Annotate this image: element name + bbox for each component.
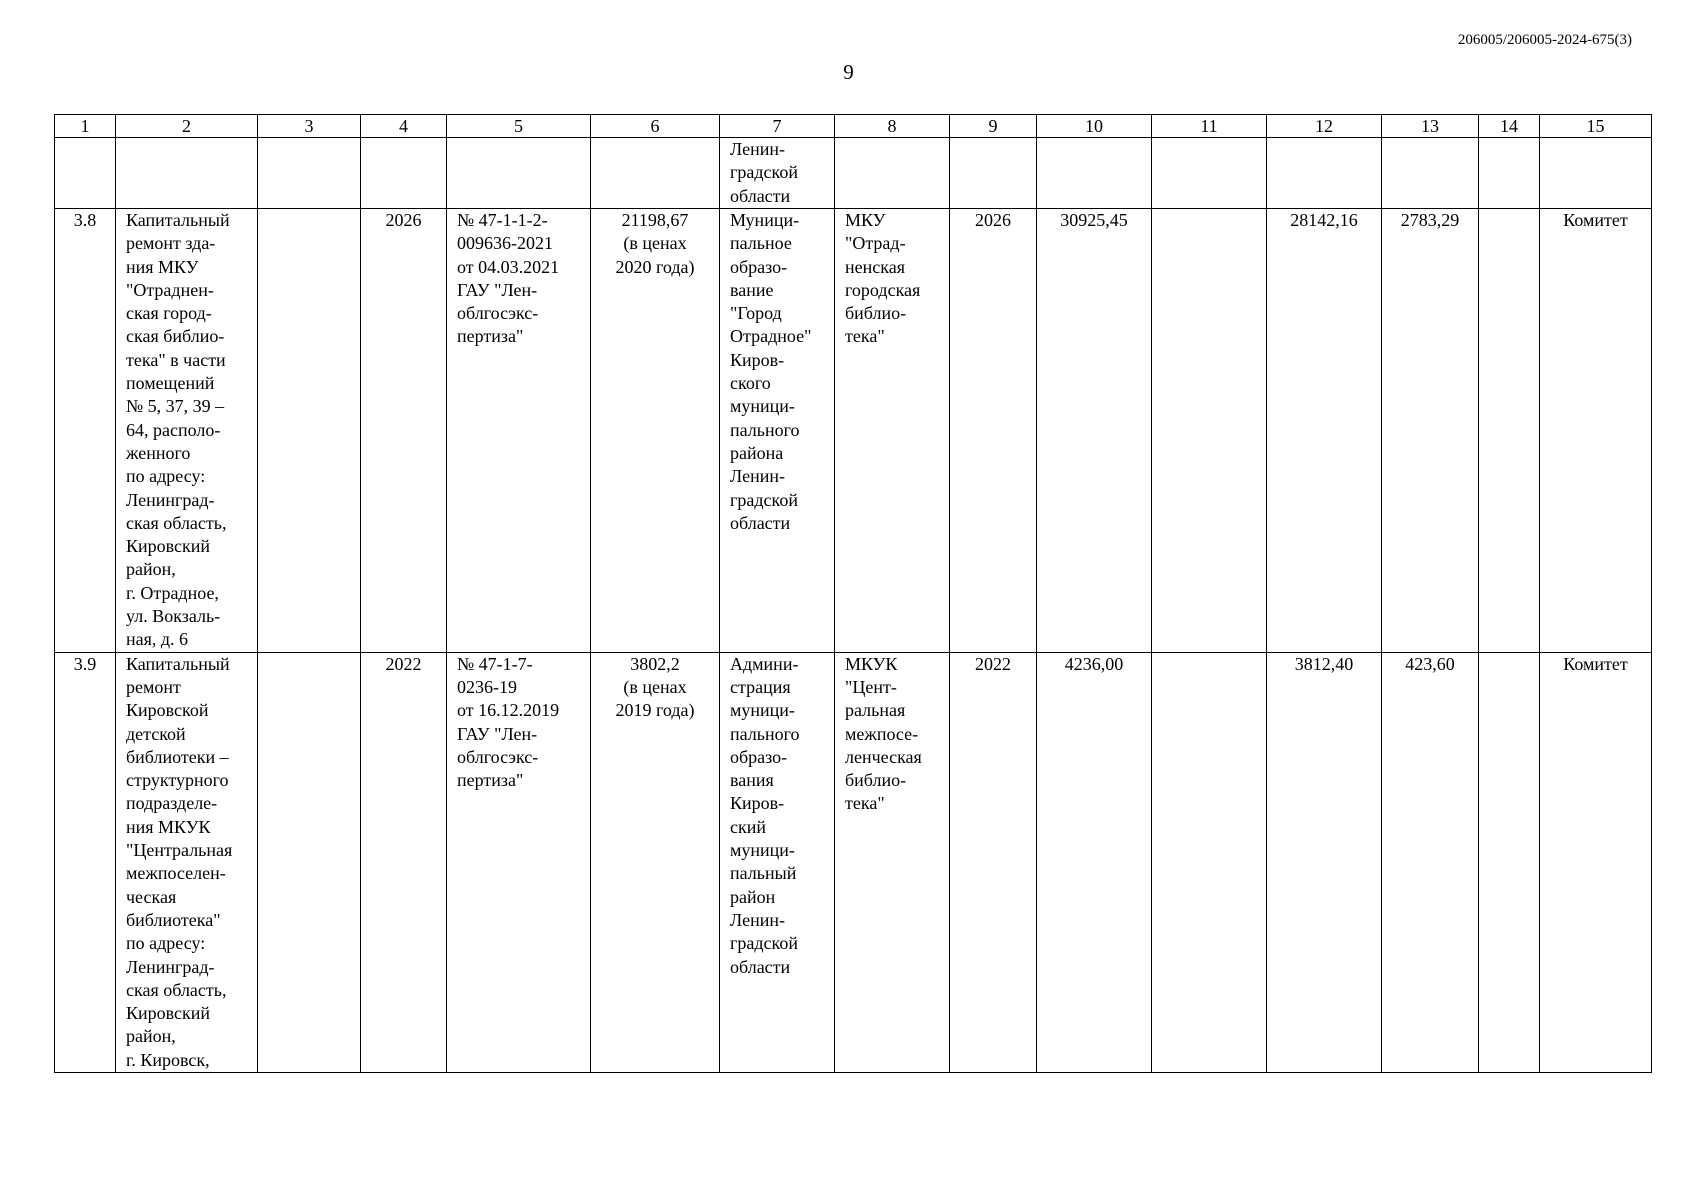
estimated-cost-cell: 3802,2 (в ценах 2019 года) bbox=[591, 652, 720, 1072]
table-cell bbox=[258, 652, 361, 1072]
table-cell bbox=[835, 138, 950, 209]
table-cell bbox=[950, 138, 1037, 209]
recipient-cell: МКУ "Отрад- ненская городская библио- тека" bbox=[835, 209, 950, 653]
year-cell: 2022 bbox=[950, 652, 1037, 1072]
item-number-cell: 3.9 bbox=[55, 652, 116, 1072]
amount-cell: 423,60 bbox=[1382, 652, 1479, 1072]
column-number: 7 bbox=[720, 115, 835, 138]
year-cell: 2026 bbox=[361, 209, 447, 653]
expertise-cell: № 47-1-1-2- 009636-2021 от 04.03.2021 ГАУ "Лен- облгосэкс- пертиза" bbox=[447, 209, 591, 653]
table-cell bbox=[1540, 138, 1652, 209]
year-cell: 2026 bbox=[950, 209, 1037, 653]
table-cell bbox=[1479, 652, 1540, 1072]
object-name-cell: Капитальный ремонт Кировской детской библиотеки – структурного подразделе- ния МКУК "Центральная межпоселен- ческая библиотека" по адресу: Ленинград- ская область, Кировский район, г. Кировск, bbox=[116, 652, 258, 1072]
column-number: 10 bbox=[1037, 115, 1152, 138]
table-cell bbox=[116, 138, 258, 209]
table-cell bbox=[1152, 138, 1267, 209]
municipality-cell: Муници- пальное образо- вание "Город Отрадное" Киров- ского муници- пального района Ленин- градской области bbox=[720, 209, 835, 653]
table-row bbox=[55, 652, 1652, 1072]
table-row bbox=[55, 209, 1652, 653]
continuation-row bbox=[55, 138, 1652, 209]
column-number: 12 bbox=[1267, 115, 1382, 138]
amount-cell: 30925,45 bbox=[1037, 209, 1152, 653]
column-number: 13 bbox=[1382, 115, 1479, 138]
column-number: 9 bbox=[950, 115, 1037, 138]
column-number: 2 bbox=[116, 115, 258, 138]
table-cell bbox=[258, 209, 361, 653]
column-number: 11 bbox=[1152, 115, 1267, 138]
responsible-cell: Комитет bbox=[1540, 209, 1652, 653]
amount-cell: 2783,29 bbox=[1382, 209, 1479, 653]
recipient-cell: МКУК "Цент- ральная межпосе- ленческая библио- тека" bbox=[835, 652, 950, 1072]
table-cell bbox=[447, 138, 591, 209]
amount-cell bbox=[1152, 209, 1267, 653]
table-cell bbox=[1382, 138, 1479, 209]
table-cell bbox=[1479, 209, 1540, 653]
municipality-cell: Админи- страция муници- пального образо- вания Киров- ский муници- пальный район Ленин- градской области bbox=[720, 652, 835, 1072]
column-number: 5 bbox=[447, 115, 591, 138]
object-name-cell: Капитальный ремонт зда- ния МКУ "Отраднен- ская город- ская библио- тека" в части помещений № 5, 37, 39 – 64, располо- женного по адресу: Ленинград- ская область, Кировский район, г. Отрадное, ул. Вокзаль- ная, д. 6 bbox=[116, 209, 258, 653]
column-number: 3 bbox=[258, 115, 361, 138]
column-number: 4 bbox=[361, 115, 447, 138]
table-cell bbox=[1479, 138, 1540, 209]
column-number: 14 bbox=[1479, 115, 1540, 138]
column-number: 15 bbox=[1540, 115, 1652, 138]
table-cell bbox=[55, 138, 116, 209]
year-cell: 2022 bbox=[361, 652, 447, 1072]
table-cell bbox=[361, 138, 447, 209]
estimated-cost-cell: 21198,67 (в ценах 2020 года) bbox=[591, 209, 720, 653]
region-cell: Ленин- градской области bbox=[720, 138, 835, 209]
responsible-cell: Комитет bbox=[1540, 652, 1652, 1072]
item-number-cell: 3.8 bbox=[55, 209, 116, 653]
page-number: 9 bbox=[843, 60, 854, 84]
table-cell bbox=[591, 138, 720, 209]
register-table bbox=[54, 114, 1652, 1073]
amount-cell: 28142,16 bbox=[1267, 209, 1382, 653]
column-number: 6 bbox=[591, 115, 720, 138]
amount-cell: 3812,40 bbox=[1267, 652, 1382, 1072]
amount-cell bbox=[1152, 652, 1267, 1072]
table-cell bbox=[258, 138, 361, 209]
document-id: 206005/206005-2024-675(3) bbox=[1457, 32, 1632, 48]
expertise-cell: № 47-1-7- 0236-19 от 16.12.2019 ГАУ "Лен- облгосэкс- пертиза" bbox=[447, 652, 591, 1072]
table-cell bbox=[1037, 138, 1152, 209]
amount-cell: 4236,00 bbox=[1037, 652, 1152, 1072]
table-cell bbox=[1267, 138, 1382, 209]
column-number: 1 bbox=[55, 115, 116, 138]
column-number-row bbox=[55, 115, 1652, 138]
column-number: 8 bbox=[835, 115, 950, 138]
